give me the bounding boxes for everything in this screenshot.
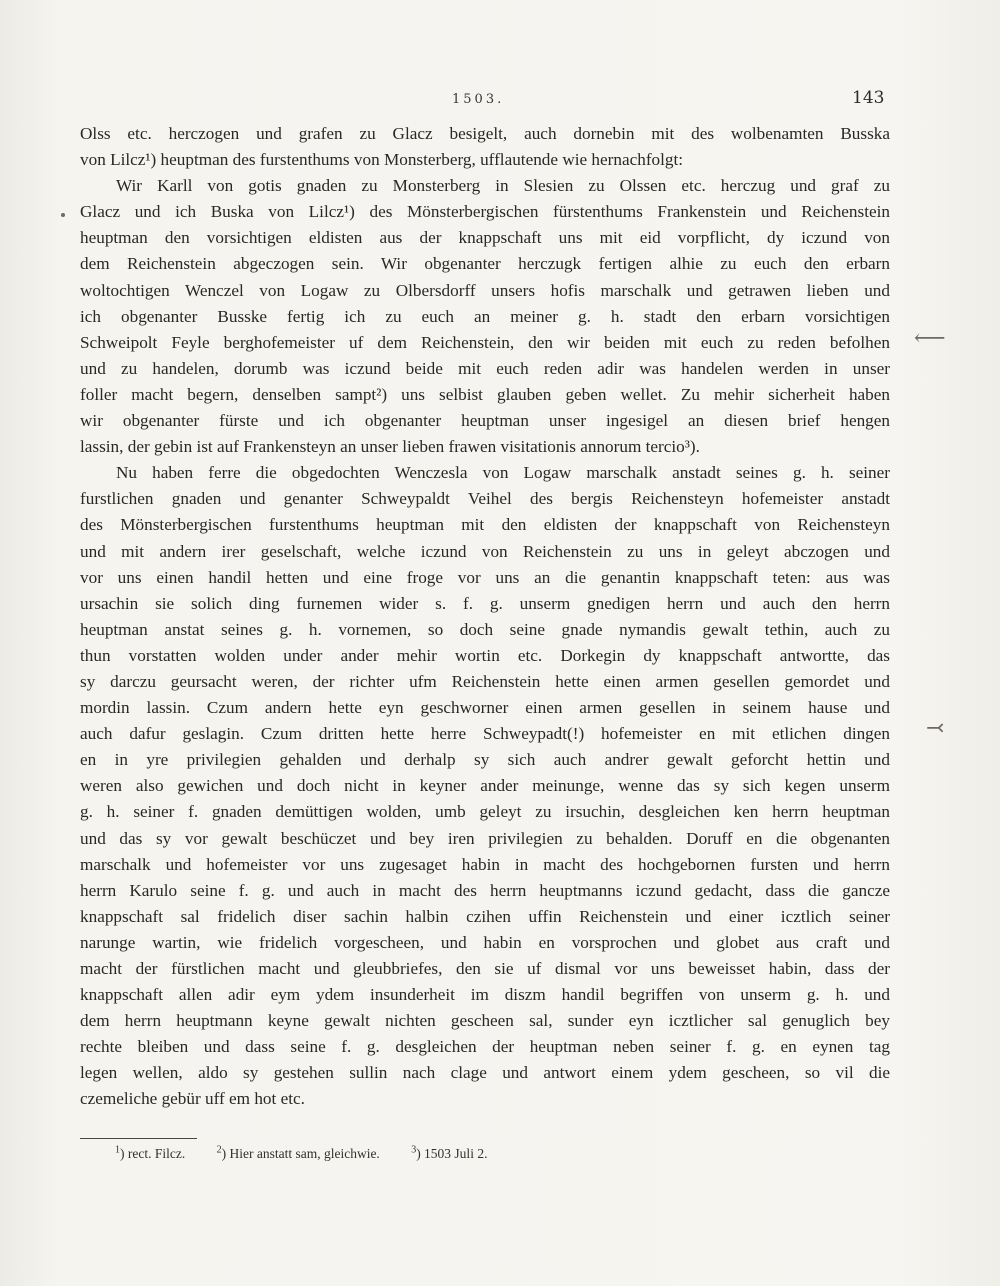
text-line: en in yre privilegien gehalden und derhalp sy sich auch andrer gewalt geforcht hettin und xyxy=(80,750,890,770)
text-line: legen wellen, aldo sy gestehen sullin nach clage und antwort einem ydem gescheen, so vil die xyxy=(80,1063,890,1083)
footnote-text: ) 1503 Juli 2. xyxy=(416,1145,488,1161)
text-line: furstlichen gnaden und genanter Schweypaldt Veihel des bergis Reichensteyn hofemeister anstadt xyxy=(80,489,890,509)
margin-dot-mark xyxy=(61,213,65,217)
text-line: dem herrn heuptmann keyne gewalt nichten gescheen sal, sunder eyn icztlicher sal genuglich bey xyxy=(80,1011,890,1031)
text-line: knappschaft allen adir eym ydem insunderheit im diszm handil begriffen von unserm g. h. und xyxy=(80,985,890,1005)
footnote xyxy=(411,1146,487,1161)
text-line: des Mönsterbergischen furstenthums heuptman mit den eldisten der knappschaft von Reichensteyn xyxy=(80,515,890,535)
text-line: lassin, der gebin ist auf Frankensteyn an unser lieben frawen visitationis annorum tercio³). xyxy=(80,437,700,457)
text-line: Nu haben ferre die obgedochten Wenczesla von Logaw marschalk anstadt seines g. h. seiner xyxy=(116,463,890,483)
text-line: und das sy vor gewalt beschüczet und bey iren privilegien zu behalden. Doruff en die obgenanten xyxy=(80,828,890,848)
text-line: und mit andern irer geselschaft, welche iczund von Reichenstein zu uns in geleyt abczogen und xyxy=(80,541,890,561)
footnote xyxy=(115,1146,185,1161)
footnote-number: 2 xyxy=(216,1144,222,1155)
footnotes xyxy=(115,1144,515,1162)
body-text xyxy=(80,121,890,1113)
text-line: weren also gewichen und doch nicht in keyner ander meinunge, wenne das sy sich kegen unserm xyxy=(80,776,890,796)
text-line: heuptman den vorsichtigen eldisten aus der knappschaft uns mit eid vorpflicht, dy iczund von xyxy=(80,228,890,248)
running-header-year: 1503. xyxy=(452,92,505,107)
text-line: Olss etc. herczogen und grafen zu Glacz besigelt, auch dornebin mit des wolbenamten Busska xyxy=(80,124,890,143)
text-line: knappschaft sal fridelich diser sachin halbin czihen uffin Reichenstein und einer icztlich seiner xyxy=(80,906,890,926)
text-line: von Lilcz¹) heuptman des furstenthums von Monsterberg, ufflautende wie hernachfolgt: xyxy=(80,150,684,170)
footnote-text: ) rect. Filcz. xyxy=(120,1145,186,1161)
text-line: heuptman anstat seines g. h. vornemen, so doch seine gnade nymandis gewalt tethin, auch zu xyxy=(80,619,890,639)
footnote-text: ) Hier anstatt sam, gleichwie. xyxy=(221,1145,380,1161)
text-line: g. h. seiner f. gnaden demüttigen wolden, umb geleyt zu irsuchin, desgleichen ken herrn heuptman xyxy=(80,802,890,822)
page-number: 143 xyxy=(852,88,885,108)
text-line: ursachin sie solich ding furnemen wider s. f. g. unserm gnedigen herrn und auch den herrn xyxy=(80,593,890,613)
text-line: wir obgenanter fürste und ich obgenanter heuptman unser ingesigel an diesen brief hengen xyxy=(80,411,890,431)
text-line: herrn Karulo seine f. g. und auch in macht des herrn heuptmanns iczund gedacht, dass die gancze xyxy=(80,880,890,900)
footnote-divider xyxy=(80,1138,197,1139)
text-line: und zu handelen, dorumb was iczund beide mit euch reden adir was handelen werden in unser xyxy=(80,358,890,378)
text-line: rechte bleiben und dass seine f. g. desgleichen der heuptman neben seiner f. g. en eynen tag xyxy=(80,1037,890,1057)
text-line: thun vorstatten wolden under ander mehir wortin etc. Dorkegin dy knappschaft antwortte, das xyxy=(80,645,890,665)
margin-arrow-mark: ⤙ xyxy=(926,716,945,741)
footnote-number: 1 xyxy=(115,1144,120,1155)
text-line: foller macht begern, denselben sampt²) uns selbist glauben geben wellet. Zu mehir sicherheit haben xyxy=(80,384,890,404)
text-line: ich obgenanter Busske fertig ich zu euch an meiner g. h. stadt den erbarn vorsichtigen xyxy=(80,306,890,326)
text-line: sy darczu geursacht weren, der richter ufm Reichenstein hette einen armen gesellen gemordet und xyxy=(80,671,890,691)
text-line: mordin lassin. Czum andern hette eyn geschworner einen armen gesellen in seinem hause und xyxy=(80,698,890,718)
text-line: macht der fürstlichen macht und gleubbriefes, den sie uf dismal vor uns beweisset habin, dass der xyxy=(80,959,890,978)
footnote-number: 3 xyxy=(411,1144,417,1155)
text-line: Schweipolt Feyle berghofemeister uf dem Reichenstein, den wir beiden mit euch zu reden befolhen xyxy=(80,332,890,352)
text-line: woltochtigen Wenczel von Logaw zu Olbersdorff unsers hofis marschalk und getrawen lieben und xyxy=(80,280,890,300)
text-line: dem Reichenstein abgeczogen sein. Wir obgenanter herczugk fertigen alhie zu euch den erbarn xyxy=(80,254,890,274)
text-line: narunge wartin, wie fridelich vorgescheen, und habin en vorsprochen und globet aus craft und xyxy=(80,932,890,952)
text-line: Wir Karll von gotis gnaden zu Monsterberg in Slesien zu Olssen etc. herczug und graf zu xyxy=(116,176,890,196)
text-line: vor uns einen handil hetten und eine froge vor uns an die genantin knappschaft teten: aus was xyxy=(80,567,890,587)
text-line: auch dafur geslagin. Czum dritten hette herre Schweypadt(!) hofemeister en mit etlichen dingen xyxy=(80,724,890,744)
text-line: marschalk und hofemeister vor uns zugesaget habin in macht des hochgebornen fursten und herrn xyxy=(80,854,890,874)
text-line: Glacz und ich Buska von Lilcz¹) des Mönsterbergischen fürstenthums Frankenstein und Reichenstein xyxy=(80,202,890,222)
footnote xyxy=(217,1146,380,1161)
margin-arrow-mark: ⟵ xyxy=(914,326,946,351)
text-line: czemeliche gebür uff em hot etc. xyxy=(80,1089,305,1109)
